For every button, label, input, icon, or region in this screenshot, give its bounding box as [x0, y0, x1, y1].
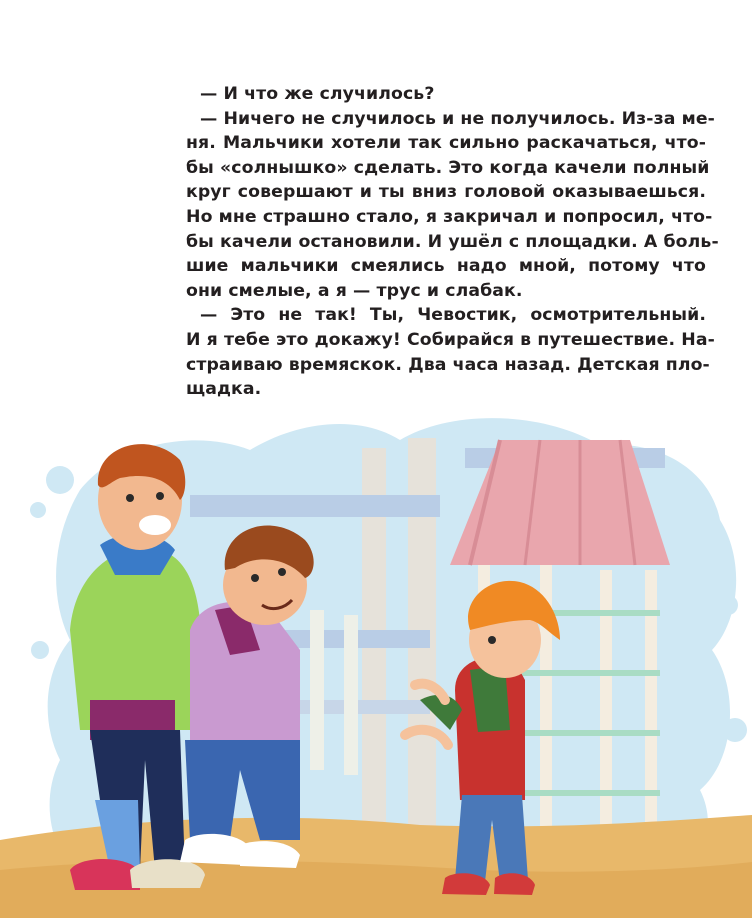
text-line: шие мальчики смеялись надо мной, потому что — [186, 256, 706, 277]
story-text — [186, 82, 719, 402]
playground-illustration — [0, 400, 752, 918]
text-line: ня. Мальчики хотели так сильно раскачаться, что- — [186, 133, 706, 154]
text-line: бы качели остановили. И ушёл с площадки. А боль- — [186, 231, 719, 252]
text-line: Но мне страшно стало, я закричал и попросил, что- — [186, 206, 713, 227]
text-line: — Это не так! Ты, Чевостик, осмотрительный. — [200, 305, 706, 326]
text-line: круг совершают и ты вниз головой оказываешься. — [186, 182, 706, 203]
text-line: они смелые, а я — трус и слабак. — [186, 280, 523, 301]
text-line: страиваю времяскок. Два часа назад. Детская пло- — [186, 354, 710, 375]
text-line: бы «солнышко» сделать. Это когда качели полный — [186, 157, 710, 178]
text-line: И я тебе это докажу! Собирайся в путешествие. На- — [186, 329, 715, 350]
text-line: — Ничего не случилось и не получилось. Из-за ме- — [200, 108, 715, 129]
text-line: щадка. — [186, 379, 262, 400]
text-line: — И что же случилось? — [200, 84, 435, 104]
